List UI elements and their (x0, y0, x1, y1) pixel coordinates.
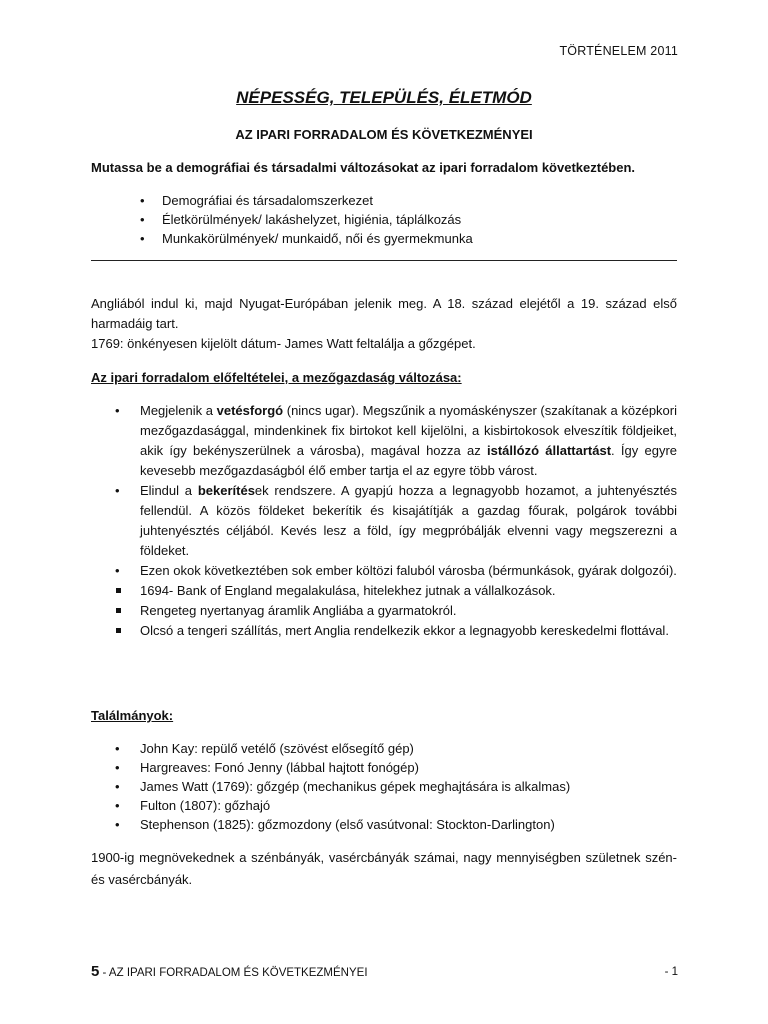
emphasis-text: vetésforgó (216, 403, 284, 418)
list-item: • Demográfiai és társadalomszerkezet (140, 191, 473, 210)
emphasis-text: istállózó állattartást (487, 443, 612, 458)
chapter-number: 5 (91, 963, 100, 980)
topic-list (140, 191, 473, 248)
list-item: • Fulton (1807): gőzhajó (112, 796, 570, 815)
page-subtitle: AZ IPARI FORRADALOM ÉS KÖVETKEZMÉNYEI (235, 127, 533, 142)
preconditions-list (112, 401, 677, 641)
header-label: TÖRTÉNELEM 2011 (559, 44, 678, 58)
list-item: • Életkörülmények/ lakáshelyzet, higiénia, táplálkozás (140, 210, 473, 229)
list-item: • Ezen okok következtében sok ember költözi faluból városba (bérmunkások, gyárak dolgozói). (112, 561, 677, 581)
list-item: Olcsó a tengeri szállítás, mert Anglia rendelkezik ekkor a legnagyobb kereskedelmi flottával. (112, 621, 677, 641)
page-number: - 1 (664, 966, 678, 978)
emphasis-text: bekerítés (197, 483, 255, 498)
list-item: • Hargreaves: Fonó Jenny (lábbal hajtott fonógép) (112, 758, 570, 777)
section-heading-inventions: Találmányok: (91, 708, 174, 723)
closing-paragraph: 1900-ig megnövekednek a szénbányák, vasércbányák számai, nagy mennyiségben születnek szén- és vasércbányák. (91, 850, 677, 887)
list-item: 1694- Bank of England megalakulása, hitelekhez jutnak a vállalkozások. (112, 581, 677, 601)
list-item: • Elindul a bekerítések rendszere. A gyapjú hozza a legnagyobb hozamot, a juhtenyésztés fellendül. A közös földeket bekerítik és kisajátítják a gazdag főurak, polgárok további juhtenyésztés céljából. Kevés lesz a föld, így megpróbálják elvenni vagy megszerezni a földeket. (112, 481, 677, 561)
list-item: Rengeteg nyertanyag áramlik Angliába a gyarmatokról. (112, 601, 677, 621)
list-item: • Megjelenik a vetésforgó (nincs ugar). Megszűnik a nyomáskényszer (szakítanak a középkori mezőgazdasággal, mindenkinek fix birtokot kell kijelölni, a kisbirtokosok elveszítik földjeiket, akik így bekényszerülnek a városba), magával hozza az istállózó állattartást. Így egyre kevesebb mezőgazdaságból élő ember tartja el az egyre több várost. (112, 401, 677, 481)
list-item: • John Kay: repülő vetélő (szövést elősegítő gép) (112, 739, 570, 758)
intro-text (91, 294, 677, 354)
list-item: • Stephenson (1825): gőzmozdony (első vasútvonal: Stockton-Darlington) (112, 815, 570, 834)
intro-paragraph: Angliából indul ki, majd Nyugat-Európában jelenik meg. A 18. század elejétől a 19. század első harmadáig tart. (91, 296, 677, 331)
task-statement: Mutassa be a demográfiai és társadalmi változásokat az ipari forradalom következtében. (91, 160, 636, 175)
footer-text: - AZ IPARI FORRADALOM ÉS KÖVETKEZMÉNYEI (99, 967, 368, 979)
list-item: • James Watt (1769): gőzgép (mechanikus gépek meghajtására is alkalmas) (112, 777, 570, 796)
section-heading-preconditions: Az ipari forradalom előfeltételei, a mezőgazdaság változása: (91, 370, 462, 385)
intro-paragraph: 1769: önkényesen kijelölt dátum- James Watt feltalálja a gőzgépet. (91, 336, 476, 351)
footer-title (91, 963, 368, 980)
inventions-list (112, 739, 570, 834)
page-title: NÉPESSÉG, TELEPÜLÉS, ÉLETMÓD (236, 88, 532, 107)
list-item: • Munkakörülmények/ munkaidő, női és gyermekmunka (140, 229, 473, 248)
horizontal-divider (91, 260, 677, 261)
